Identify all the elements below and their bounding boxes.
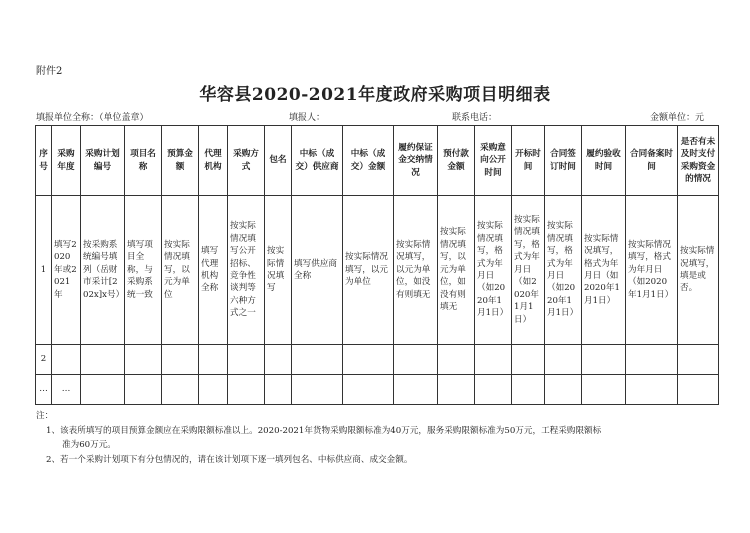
table-cell: 按实际情况填写，以元为单位，如没有则填无 <box>438 196 475 345</box>
header-cell: 采购方式 <box>228 126 265 196</box>
table-cell: 按实际情况填写，以元为单位 <box>343 196 394 345</box>
table-cell: 按实际情况填写，格式为年月日（如2020年1月1日） <box>582 196 626 345</box>
table-cell: 按实际情况填写，格式为年月日（如2020年1月1日） <box>626 196 678 345</box>
header-cell: 代理机构 <box>199 126 228 196</box>
header-cell: 预算金额 <box>162 126 199 196</box>
table-cell: 按实际情况填写，格式为年月日（如2020年1月1日） <box>475 196 512 345</box>
table-cell: 按实际情况填写，格式为年月日（如2020年1月1日） <box>512 196 545 345</box>
header-cell: 包名 <box>265 126 292 196</box>
attachment-label: 附件2 <box>36 66 63 77</box>
table-cell: 2 <box>36 345 52 375</box>
table-cell: 填写项目全称，与采购系统一致 <box>125 196 162 345</box>
amount-unit: 金额单位：元 <box>650 113 705 123</box>
page-title: 华容县2020-2021年度政府采购项目明细表 <box>199 85 551 105</box>
table-cell: 按实际情况填写，以元为单位 <box>162 196 199 345</box>
header-cell: 预付款金额 <box>438 126 475 196</box>
phone-field: 联系电话： <box>452 113 498 123</box>
header-cell: 是否有未及时支付采购资金的情况 <box>678 126 719 196</box>
header-cell: 中标（成交）供应商 <box>292 126 343 196</box>
table-cell: 按实际情况填写，填是或否。 <box>678 196 719 345</box>
header-cell: 采购年度 <box>52 126 81 196</box>
header-cell: 序号 <box>36 126 52 196</box>
table-cell: 按采购系统编号填列（岳财市采计[202x]x号） <box>81 196 125 345</box>
table-cell: 按实际情况填写，格式为年月日（如2020年1月1日） <box>545 196 582 345</box>
header-cell: 采购计划编号 <box>81 126 125 196</box>
notes <box>36 409 726 467</box>
table-row <box>36 345 719 375</box>
table-cell: … <box>52 375 81 405</box>
header-cell: 采购意向公开时间 <box>475 126 512 196</box>
header-cell: 合同备案时间 <box>626 126 678 196</box>
table-row <box>36 196 719 345</box>
table-cell: 按实际情况填写，以元为单位，如没有则填无 <box>394 196 438 345</box>
table-row <box>36 375 719 405</box>
table-cell: 1 <box>36 196 52 345</box>
header-cell: 履约验收时间 <box>582 126 626 196</box>
header-cell: 开标时间 <box>512 126 545 196</box>
table-cell: … <box>36 375 52 405</box>
header-cell: 项目名称 <box>125 126 162 196</box>
notes-label: 注： <box>36 411 54 421</box>
table-cell: 填写代理机构全称 <box>199 196 228 345</box>
header-cell: 履约保证金交纳情况 <box>394 126 438 196</box>
table-cell: 填写2020年或2021年 <box>52 196 81 345</box>
table-cell: 按实际情况填写公开招标、竞争性谈判等六种方式之一 <box>228 196 265 345</box>
unit-field: 填报单位全称：（单位盖章） <box>36 113 149 123</box>
header-cell: 中标（成交）金额 <box>343 126 394 196</box>
note-1-cont: 准为60万元。 <box>62 440 116 451</box>
table-cell: 填写供应商全称 <box>292 196 343 345</box>
note-2: 2、若一个采购计划项下有分包情况的，请在该计划项下逐一填列包名、中标供应商、成交金额。 <box>46 454 413 465</box>
note-1: 1、该表所填写的项目预算金额应在采购限额标准以上。2020-2021年货物采购限额标准为40万元，服务采购限额标准为50万元，工程采购限额标 <box>46 425 602 436</box>
table-cell: 按实际情况填写 <box>265 196 292 345</box>
reporter-field: 填报人： <box>289 113 326 123</box>
procurement-table <box>35 125 719 405</box>
header-cell: 合同签订时间 <box>545 126 582 196</box>
